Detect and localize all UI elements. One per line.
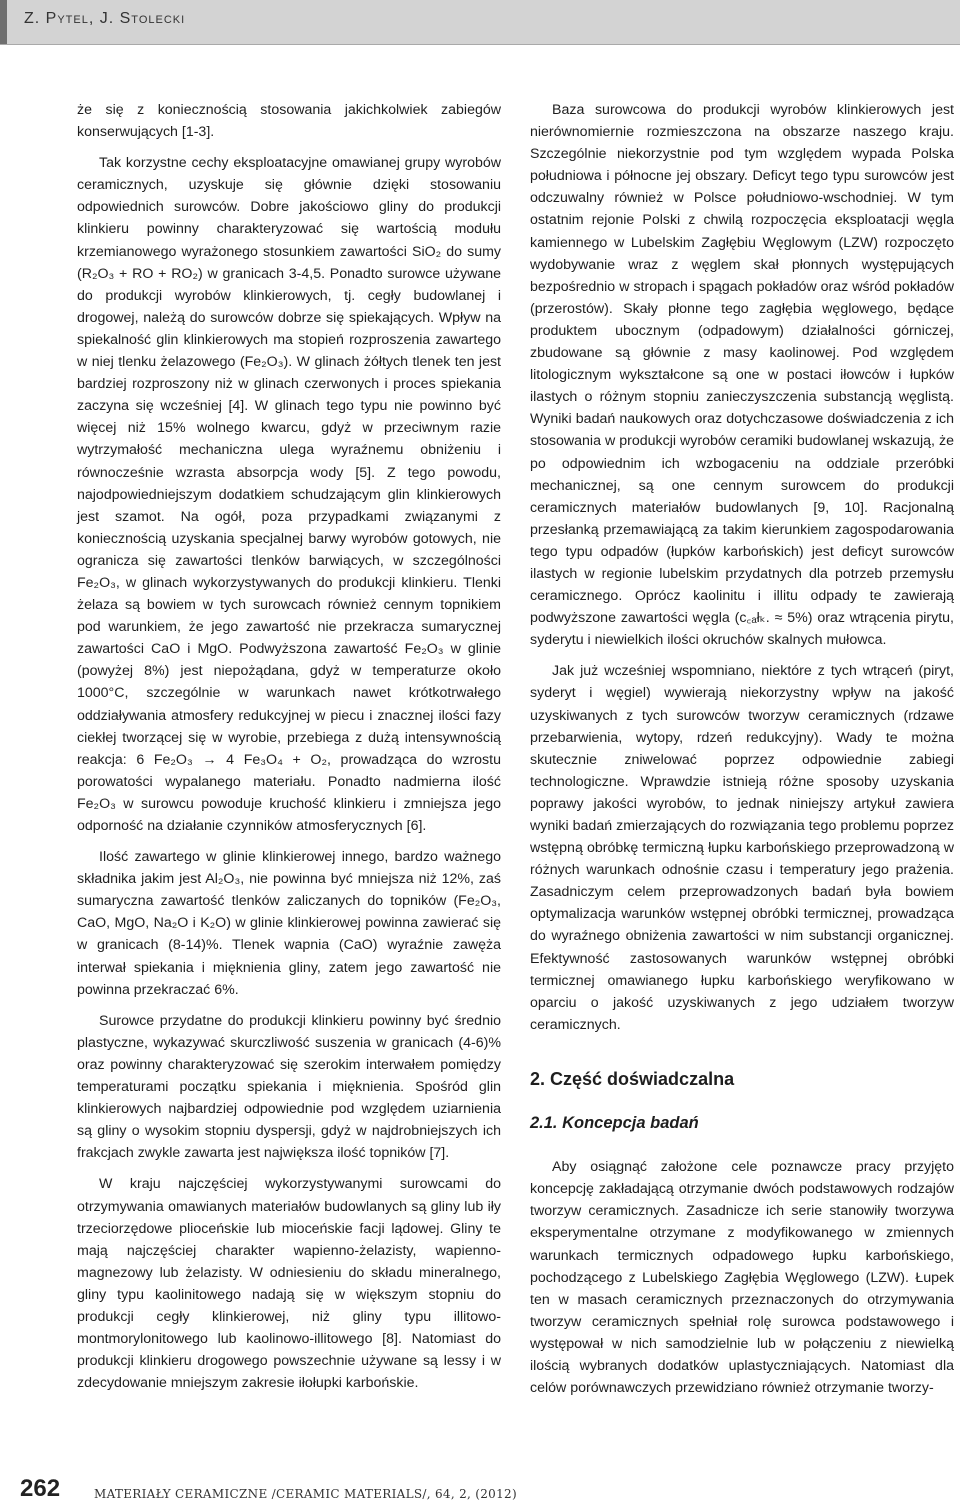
- paragraph: Tak korzystne cechy eksploatacyjne omawianej grupy wyrobów ceramicznych, uzyskuje się głównie dzięki stosowaniu odpowiednich surowców. Dobre jakościowo gliny do produkcji klinkieru powinny charakteryzować się wartością modułu krzemianowego wyrażonego stosunkiem zawartości SiO₂ do sumy (R₂O₃ + RO + RO₂) w granicach 3-4,5. Ponadto surowce używane do produkcji wyrobów klinkierowych, tj. cegły budowlanej i drogowej, należą do surowców dobrze się spiekających. Wpływ na spiekalność glin klinkierowych ma stopień rozproszenia zawartego w niej tlenku żelazowego (Fe₂O₃). W glinach żółtych tlenek ten jest bardziej rozproszony niż w glinach czerwonych i proces spiekania zaczyna się wcześniej [4]. W glinach tego typu nie powinno być więcej niż 15% wolnego kwarcu, gdyż w przeciwnym razie wytrzymałość mechaniczna ulega wyraźnemu obniżeniu i równocześnie wzrasta absorpcja wody [5]. Z tego powodu, najodpowiedniejszym dodatkiem schudzającym glin klinkierowych jest szamot. Na ogół, poza przypadkami związanymi z koniecznością uzyskania specjalnej barwy wyrobów gotowych, nie ogranicza się zawartości tlenków barwiących, w szczególności Fe₂O₃, w glinach wykorzystywanych do produkcji klinkieru. Tlenki żelaza są bowiem w tych surowcach również cennym topnikiem pod warunkiem, że jego zawartość nie przekracza sumarycznej zawartości CaO i MgO. Podwyższona zawartość Fe₂O₃ w glinie (powyżej 8%) jest niepożądana, gdyż w temperaturze około 1000°C, szczególnie w warunkach nawet krótkotrwałego oddziaływania atmosfery redukcyjnej w piecu i znacznej ilości fazy ciekłej tworzącej się w wyrobie, przebiega z dużą intensywnością reakcja: 6 Fe₂O₃ → 4 Fe₃O₄ + O₂, prowadząca do wzrostu porowatości wypalanego materiału. Ponadto nadmierna ilość Fe₂O₃ w surowcu powoduje kruchość klinkieru i zmniejsza jego odporność na działanie czynników atmosferycznych [6].: [77, 155, 501, 834]
- journal-citation: MATERIAŁY CERAMICZNE /CERAMIC MATERIALS/, 64, 2, (2012): [94, 1487, 517, 1501]
- paragraph: W kraju najczęściej wykorzystywanymi surowcami do otrzymywania omawianych materiałów budowlanych są gliny lub iły trzeciorzędowe plioceńskie lub mioceńskie facji lądowej. Gliny te mają najczęściej charakter wapienno-żelazisty, wapienno-magnezowy lub żelazisty. W odniesieniu do składu mineralnego, gliny typu kaolinitowego nadają się w większym stopniu do produkcji cegły klinkierowej, niż gliny typu illitowo-montmorylonitowego lub kaolinowo-illitowego [8]. Natomiast do produkcji klinkieru drogowego powszechnie używane są lessy i w zdecydowanie mniejszym zakresie iłołupki karbońskie.: [77, 1176, 501, 1392]
- subsection-heading: 2.1. Koncepcja badań: [530, 1114, 699, 1133]
- paragraph: Ilość zawartego w glinie klinkierowej innego, bardzo ważnego składnika jakim jest Al₂O₃, nie powinna być mniejsza niż 12%, zaś sumaryczna zawartość tlenków zaliczanych do topników (Fe₂O₃, CaO, MgO, Na₂O i K₂O) w glinie klinkierowej powinna zawierać się w granicach (8-14)%. Tlenek wapnia (CaO) wyraźnie zawęża interwał spiekania i mięknienia gliny, zatem jego zawartość nie powinna przekraczać 6%.: [77, 849, 501, 998]
- paragraph: Surowce przydatne do produkcji klinkieru powinny być średnio plastyczne, wykazywać skurczliwość suszenia w granicach (4-6)% oraz powinny charakteryzować się szerokim interwałem pomiędzy temperaturami początku spiekania i mięknienia. Spośród glin klinkierowych najbardziej odpowiednie pod względem uziarnienia są gliny o wysokim stopniu dyspersji, gdyż w najdrobniejszych ich frakcjach zwykle zawarta jest największa ilość topników [7].: [77, 1012, 501, 1162]
- paragraph: Jak już wcześniej wspomniano, niektóre z tych wtrąceń (piryt, syderyt i węgiel) wywierają niekorzystny wpływ na jakość uzyskiwanych z tych surowców tworzyw ceramicznych (rdzawe przebarwienia, wytopy, rdzeń redukcyjny). Wady te można skutecznie zniwelować poprzez odpowiednie zabiegi technologiczne. Wprawdzie istnieją różne sposoby uzyskania poprawy jakości wyrobów, to jednak niniejszy artykuł zawiera wyniki badań zmierzających do rozwiązania tego problemu poprzez wstępną obróbkę termiczną łupku karbońskiego przeprowadzoną w różnych warunkach odnośnie czasu i temperatury jego prażenia. Zasadniczym celem przeprowadzonych badań była bowiem optymalizacja warunków wstępnej obróbki termicznej, prowadząca do wyraźnego obniżenia zawartości w nim substancji organicznej. Efektywność zastosowanych warunków wstępnej obróbki termicznej omawianego łupku karbońskiego weryfikowano w oparciu o jakość uzyskiwanych z jego udziałem tworzyw ceramicznych.: [530, 663, 954, 1033]
- header-authors: Z. Pytel, J. Stolecki: [24, 10, 186, 27]
- running-header: [0, 0, 960, 45]
- left-column: [77, 99, 501, 1394]
- paragraph: Baza surowcowa do produkcji wyrobów klinkierowych jest nierównomiernie rozmieszczona na obszarze naszego kraju. Szczególnie niekorzystnie pod tym względem wypada Polska południowa i północne jej obszary. Deficyt tego typu surowców jest odczuwalny również w Polsce południowo-wschodniej. W tym ostatnim rejonie Polski z chwilą rozpoczęcia eksploatacji węgla kamiennego w Lubelskim Zagłębiu Węglowym (LZW) rozpoczęto wydobywanie wraz z węglem skał płonnych występujących bezpośrednio w stropach i spągach pokładów oraz wśród pokładów (przerostów). Skały płonne tego zagłębia węglowego, będące produktem ubocznym (odpadowym) działalności górniczej, zbudowane są głównie z masy kaolinowej. Pod względem litologicznym wykształcone są one w postaci iłowców i łupków ilastych o różnym stopniu zanieczyszczenia substancją węglistą. Wyniki badań naukowych oraz dotychczasowe doświadczenia z ich stosowania w produkcji wyrobów ceramiki budowlanej wskazują, że po odpowiednim ich wzbogaceniu na oddziale przeróbki mechanicznej, są one cennym surowcem do produkcji ceramicznych materiałów budowlanych [9, 10]. Racjonalną przesłanką przemawiającą za takim kierunkiem zagospodarowania tego typu odpadów (łupków karbońskich) jest deficyt surowców ilastych w regionie lubelskim przydatnych dla potrzeb przemysłu ceramicznego. Oprócz kaolinitu i illitu odpady te zawierają podwyższone zawartości węgla (c꜀ₐłₖ. ≈ 5%) oraz wtrącenia pirytu, syderytu i niewielkich ilości okruchów skalnych mułowca.: [530, 102, 954, 649]
- paragraph: Aby osiągnąć założone cele poznawcze pracy przyjęto koncepcję zakładającą otrzymanie dwóch podstawowych rodzajów tworzyw ceramicznych. Zasadnicze ich serie stanowiły tworzywa eksperymentalne otrzymane z modyfikowanego w zmiennych warunkach termicznych odpadowego łupku karbońskiego, pochodzącego z Lubelskiego Zagłębia Węglowego (LZW). Łupek ten w masach ceramicznych przeznaczonych do otrzymywania tworzyw ceramicznych spełniał rolę surowca podstawowego i występował w nich samodzielnie lub w połączeniu z niewielką ilością wybranych dodatków uplastyczniających. Natomiast dla celów porównawczych przewidziano również otrzymanie tworzy-: [530, 1159, 954, 1397]
- header-accent-bar: [0, 0, 7, 44]
- page-number: 262: [20, 1475, 61, 1502]
- paragraph: że się z koniecznością stosowania jakichkolwiek zabiegów konserwujących [1-3].: [77, 102, 501, 141]
- section-heading: 2. Część doświadczalna: [530, 1068, 735, 1089]
- right-column: [530, 99, 954, 1399]
- page-footer: [20, 1475, 720, 1505]
